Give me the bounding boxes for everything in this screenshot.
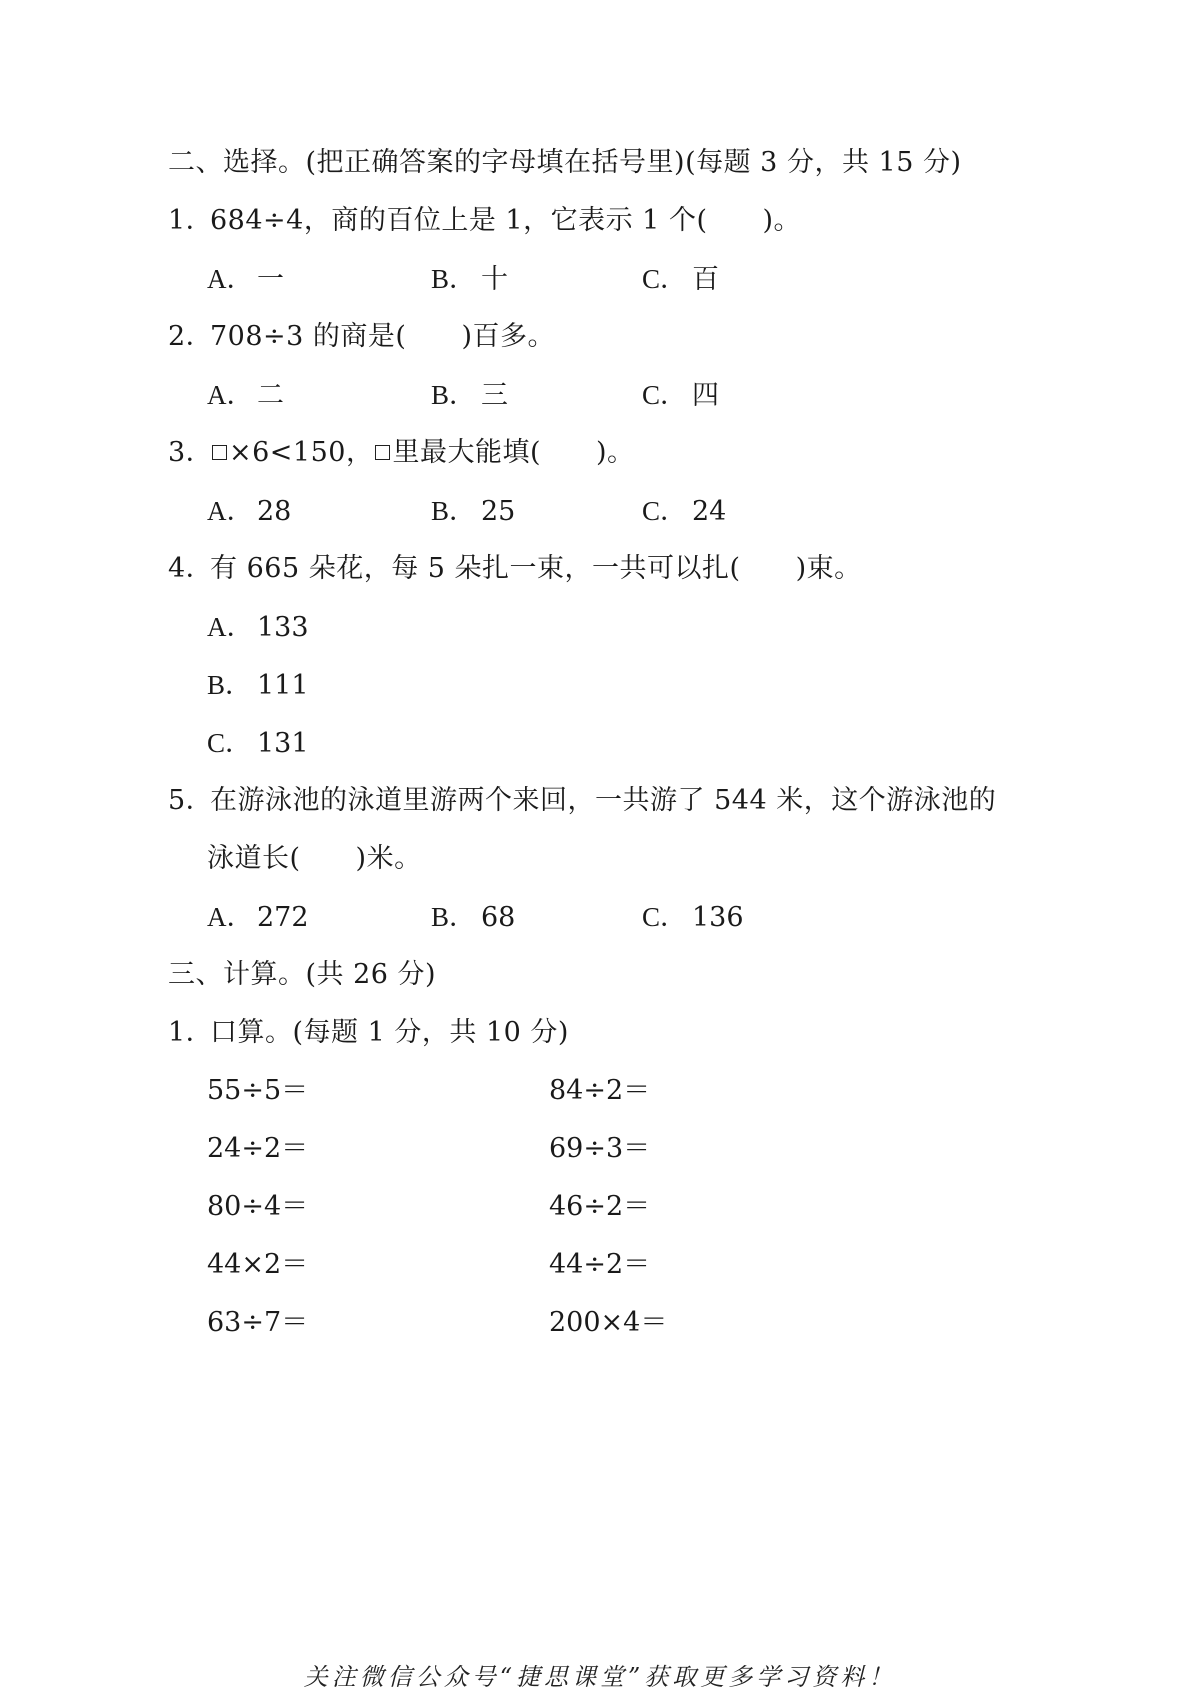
option-letter: A．: [207, 612, 254, 642]
option-letter: A．: [207, 264, 254, 294]
question-5: [168, 784, 996, 818]
q1-option-a: [207, 262, 284, 297]
question-text: 有 665 朵花，每 5 朵扎一束，一共可以扎( )束。: [210, 553, 862, 584]
question-text-part2: 里最大能填( )。: [392, 437, 635, 468]
question-text-part1: ×6<150，: [229, 437, 374, 468]
question-number: 5．: [168, 785, 214, 816]
option-letter: A．: [207, 496, 254, 526]
option-letter: A．: [207, 902, 254, 932]
question-number: 2．: [168, 321, 214, 352]
option-letter: B．: [431, 380, 477, 410]
question-number: 3．: [168, 437, 214, 468]
option-letter: C．: [642, 264, 688, 294]
section3-heading: 三、计算。(共 26 分): [168, 959, 437, 990]
q2-option-b: [431, 378, 508, 413]
question-5-continued: 泳道长( )米。: [207, 843, 422, 874]
q1-option-c: [642, 262, 719, 297]
question-number: 4．: [168, 553, 214, 584]
option-text: 25: [481, 496, 516, 527]
calc-item: 46÷2＝: [549, 1191, 651, 1222]
question-text: 684÷4，商的百位上是 1，它表示 1 个( )。: [210, 205, 802, 236]
section3-sub1: [168, 1016, 569, 1050]
q4-option-b: [207, 668, 309, 703]
q1-option-b: [431, 262, 508, 297]
q5-option-c: [642, 900, 744, 935]
option-text: 272: [257, 902, 309, 933]
option-text: 四: [692, 380, 719, 411]
q3-option-a: [207, 494, 291, 529]
q4-option-c: [207, 726, 309, 761]
q2-option-a: [207, 378, 284, 413]
option-text: 一: [257, 264, 284, 295]
question-number: 1．: [168, 1017, 214, 1048]
square-box-icon: [212, 445, 227, 460]
calc-item: 44÷2＝: [549, 1249, 651, 1280]
calc-item: 200×4＝: [549, 1307, 668, 1338]
option-text: 十: [481, 264, 508, 295]
calc-item: 84÷2＝: [549, 1075, 651, 1106]
option-text: 133: [257, 612, 309, 643]
option-letter: C．: [207, 728, 253, 758]
q4-option-a: [207, 610, 309, 645]
option-text: 136: [692, 902, 744, 933]
calc-item: 69÷3＝: [549, 1133, 651, 1164]
section2-heading: 二、选择。(把正确答案的字母填在括号里)(每题 3 分，共 15 分): [168, 147, 962, 178]
option-letter: C．: [642, 380, 688, 410]
q2-option-c: [642, 378, 719, 413]
calc-item: 80÷4＝: [207, 1191, 309, 1222]
option-letter: B．: [431, 496, 477, 526]
calc-item: 44×2＝: [207, 1249, 309, 1280]
option-letter: B．: [431, 264, 477, 294]
option-text: 68: [481, 902, 516, 933]
question-number: 1．: [168, 205, 214, 236]
option-text: 二: [257, 380, 284, 411]
question-text: 口算。(每题 1 分，共 10 分): [210, 1017, 569, 1048]
q3-option-c: [642, 494, 726, 529]
question-4: [168, 552, 862, 586]
question-3: [168, 436, 635, 470]
option-text: 131: [257, 728, 309, 759]
option-text: 28: [257, 496, 292, 527]
q5-option-a: [207, 900, 309, 935]
option-text: 百: [692, 264, 719, 295]
option-letter: C．: [642, 902, 688, 932]
option-text: 24: [692, 496, 727, 527]
question-1: [168, 204, 801, 238]
question-text: 在游泳池的泳道里游两个来回，一共游了 544 米，这个游泳池的: [210, 785, 997, 816]
calc-item: 63÷7＝: [207, 1307, 309, 1338]
calc-item: 24÷2＝: [207, 1133, 309, 1164]
calc-item: 55÷5＝: [207, 1075, 309, 1106]
q5-option-b: [431, 900, 515, 935]
option-text: 三: [481, 380, 508, 411]
footer-promo-text: 关注微信公众号“捷思课堂”获取更多学习资料！: [303, 1663, 897, 1691]
option-letter: A．: [207, 380, 254, 410]
q3-option-b: [431, 494, 515, 529]
option-letter: B．: [431, 902, 477, 932]
option-text: 111: [257, 670, 309, 701]
question-2: [168, 320, 555, 354]
square-box-icon: [375, 445, 390, 460]
option-letter: C．: [642, 496, 688, 526]
question-text: 708÷3 的商是( )百多。: [210, 321, 555, 352]
option-letter: B．: [207, 670, 253, 700]
